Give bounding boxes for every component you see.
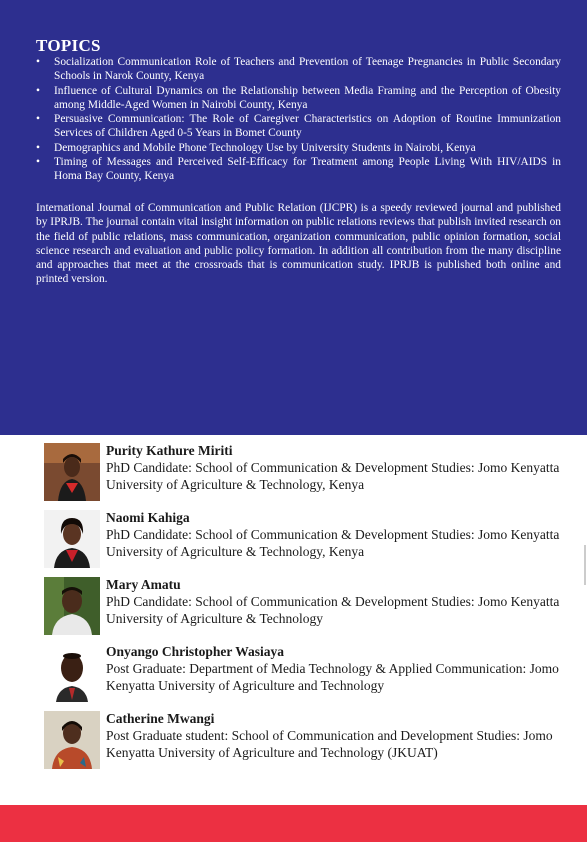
author-entry: [44, 711, 564, 771]
author-photo: [44, 443, 100, 501]
author-entry: [44, 443, 564, 503]
topic-text: Persuasive Communication: The Role of Caregiver Characteristics on Adoption of Routine Immunization Services of Children Aged 0-5 Years in Bomet County: [54, 113, 561, 140]
topic-item: [36, 84, 561, 113]
journal-description: International Journal of Communication and Public Relation (IJCPR) is a speedy reviewed journal and published by IPRJB. The journal contain vital insight information on public relations reviews that publish invited research on the field of public relations, mass communication, organization communication, public opinion formation, social science research and evaluation and public policy formation. In addition all contribution from the many discipline and approaches that meet at the crossroads that is communication study. IPRJB is published both online and printed version.: [36, 202, 561, 286]
topic-item: [36, 55, 561, 84]
author-affiliation: PhD Candidate: School of Communication & Development Studies: Jomo Kenyatta University of Agriculture & Technology, Kenya: [106, 460, 560, 492]
author-affiliation: PhD Candidate: School of Communication & Development Studies: Jomo Kenyatta University of Agriculture & Technology, Kenya: [106, 527, 560, 559]
bullet-icon: •: [36, 113, 40, 126]
author-name: Mary Amatu: [106, 577, 181, 592]
topic-text: Influence of Cultural Dynamics on the Relationship between Media Framing and the Perception of Obesity among Middle-Aged Women in Nairobi County, Kenya: [54, 84, 561, 111]
edge-mark: [583, 545, 587, 585]
author-name: Catherine Mwangi: [106, 711, 215, 726]
topic-item: [36, 155, 561, 184]
author-entry: [44, 644, 564, 704]
author-affiliation: Post Graduate: Department of Media Technology & Applied Communication: Jomo Kenyatta University of Agriculture and Technology: [106, 661, 559, 693]
topic-text: Socialization Communication Role of Teachers and Prevention of Teenage Pregnancies in Public Secondary Schools in Narok County, Kenya: [54, 56, 561, 83]
author-affiliation: PhD Candidate: School of Communication & Development Studies: Jomo Kenyatta University of Agriculture & Technology: [106, 594, 560, 626]
footer-bar: [0, 805, 587, 842]
bullet-icon: •: [36, 84, 40, 97]
author-name: Naomi Kahiga: [106, 510, 190, 525]
author-photo: [44, 644, 100, 702]
bullet-icon: •: [36, 141, 40, 154]
topics-heading: TOPICS: [36, 36, 101, 55]
bullet-icon: •: [36, 156, 40, 169]
topic-text: Timing of Messages and Perceived Self-Efficacy for Treatment among People Living With HIV/AIDS in Homa Bay County, Kenya: [54, 156, 561, 183]
topics-list: [36, 55, 561, 184]
author-affiliation: Post Graduate student: School of Communication and Development Studies: Jomo Kenyatta University of Agriculture and Technology (JKUAT): [106, 728, 553, 760]
author-photo: [44, 577, 100, 635]
author-photo: [44, 711, 100, 769]
topic-item: [36, 141, 561, 155]
author-photo: [44, 510, 100, 568]
topic-text: Demographics and Mobile Phone Technology Use by University Students in Nairobi, Kenya: [54, 141, 476, 154]
author-entry: [44, 577, 564, 637]
bullet-icon: •: [36, 56, 40, 68]
author-name: Purity Kathure Miriti: [106, 443, 233, 458]
author-entry: [44, 510, 564, 570]
author-name: Onyango Christopher Wasiaya: [106, 644, 285, 659]
topic-item: [36, 112, 561, 141]
